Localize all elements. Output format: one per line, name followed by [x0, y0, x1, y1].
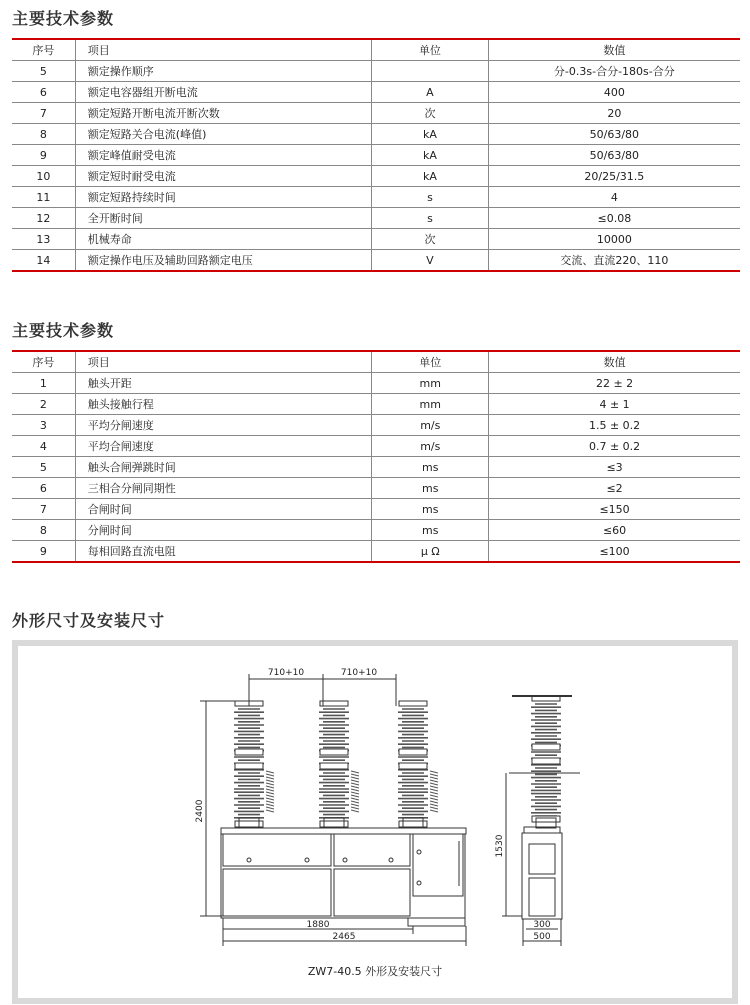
table-row [12, 61, 740, 82]
row-item: 合闸时间 [75, 499, 372, 520]
row-value: 400 [488, 82, 740, 103]
row-item: 三相合分闸同期性 [75, 478, 372, 499]
row-item: 额定短路关合电流(峰值) [75, 124, 371, 145]
row-unit: kA [372, 166, 489, 187]
row-index: 7 [12, 103, 75, 124]
row-value: 20 [488, 103, 740, 124]
dim-spacing-1: 710+10 [267, 668, 305, 678]
table-row [12, 541, 740, 563]
row-unit [372, 61, 489, 82]
dim-side-height: 1530 [495, 834, 505, 858]
row-value: ≤100 [489, 541, 740, 563]
drawing-caption: ZW7-40.5 外形及安装尺寸 [307, 965, 443, 978]
row-value: ≤0.08 [488, 208, 740, 229]
row-index: 7 [12, 499, 75, 520]
header-index: 序号 [12, 39, 75, 61]
header-value: 数值 [489, 351, 740, 373]
table-row [12, 208, 740, 229]
table-header-row [12, 351, 740, 373]
dim-width-2465: 2465 [332, 932, 356, 942]
spacing-dimension [249, 674, 396, 706]
header-unit: 单位 [372, 39, 489, 61]
table-row [12, 415, 740, 436]
header-value: 数值 [488, 39, 740, 61]
table-row [12, 373, 740, 394]
row-item: 额定短路持续时间 [75, 187, 371, 208]
header-item: 项目 [75, 39, 371, 61]
insulator-pole [234, 701, 274, 828]
insulator-pole [531, 696, 561, 828]
row-value: ≤60 [489, 520, 740, 541]
row-index: 13 [12, 229, 75, 250]
row-item: 额定操作顺序 [75, 61, 371, 82]
row-item: 额定操作电压及辅助回路额定电压 [75, 250, 371, 272]
cabinet-body [221, 828, 466, 926]
row-item: 额定短时耐受电流 [75, 166, 371, 187]
insulator-pole [398, 701, 438, 828]
dimension-drawing-panel [12, 640, 738, 1004]
dim-side-300: 300 [533, 920, 551, 930]
row-unit: ms [372, 520, 489, 541]
row-unit: m/s [372, 415, 489, 436]
dim-side-500: 500 [533, 932, 551, 942]
row-item: 分闸时间 [75, 520, 372, 541]
row-item: 机械寿命 [75, 229, 371, 250]
header-index: 序号 [12, 351, 75, 373]
row-index: 12 [12, 208, 75, 229]
row-unit: s [372, 208, 489, 229]
row-value: 0.7 ± 0.2 [489, 436, 740, 457]
row-item: 全开断时间 [75, 208, 371, 229]
row-value: ≤150 [489, 499, 740, 520]
table-row [12, 166, 740, 187]
spec-table-2 [12, 350, 740, 563]
dim-spacing-2: 710+10 [340, 668, 378, 678]
row-value: 1.5 ± 0.2 [489, 415, 740, 436]
row-value: 50/63/80 [488, 124, 740, 145]
table-row [12, 103, 740, 124]
row-value: 22 ± 2 [489, 373, 740, 394]
header-item: 项目 [75, 351, 372, 373]
row-index: 10 [12, 166, 75, 187]
table-row [12, 229, 740, 250]
row-index: 9 [12, 145, 75, 166]
row-value: 20/25/31.5 [488, 166, 740, 187]
table-header-row [12, 39, 740, 61]
row-unit: ms [372, 499, 489, 520]
row-index: 5 [12, 61, 75, 82]
row-index: 11 [12, 187, 75, 208]
row-item: 额定电容器组开断电流 [75, 82, 371, 103]
section1-title: 主要技术参数 [12, 9, 115, 28]
row-unit: V [372, 250, 489, 272]
row-index: 9 [12, 541, 75, 563]
row-item: 额定短路开断电流开断次数 [75, 103, 371, 124]
row-unit: mm [372, 373, 489, 394]
row-index: 5 [12, 457, 75, 478]
row-value: 10000 [488, 229, 740, 250]
row-index: 3 [12, 415, 75, 436]
row-index: 8 [12, 124, 75, 145]
header-unit: 单位 [372, 351, 489, 373]
section3-title: 外形尺寸及安装尺寸 [12, 611, 166, 630]
row-value: ≤3 [489, 457, 740, 478]
row-unit: 次 [372, 103, 489, 124]
spec-table-1 [12, 38, 740, 272]
row-index: 6 [12, 82, 75, 103]
dim-height-total: 2400 [195, 799, 205, 823]
breaker-dimension-drawing [18, 646, 732, 998]
row-unit: kA [372, 124, 489, 145]
row-unit: A [372, 82, 489, 103]
row-value: 4 ± 1 [489, 394, 740, 415]
row-item: 每相回路直流电阻 [75, 541, 372, 563]
row-unit: ms [372, 457, 489, 478]
table-row [12, 187, 740, 208]
section2-title: 主要技术参数 [12, 321, 115, 340]
row-unit: 次 [372, 229, 489, 250]
table-row [12, 82, 740, 103]
table-row [12, 499, 740, 520]
row-item: 平均分闸速度 [75, 415, 372, 436]
row-item: 平均合闸速度 [75, 436, 372, 457]
row-index: 4 [12, 436, 75, 457]
row-unit: ms [372, 478, 489, 499]
row-unit: s [372, 187, 489, 208]
table-row [12, 520, 740, 541]
row-value: 交流、直流220、110 [488, 250, 740, 272]
table-row [12, 436, 740, 457]
row-value: 4 [488, 187, 740, 208]
table-row [12, 478, 740, 499]
row-value: 分-0.3s-合分-180s-合分 [488, 61, 740, 82]
row-unit: μ Ω [372, 541, 489, 563]
dim-width-1880: 1880 [306, 920, 330, 930]
table-row [12, 250, 740, 272]
table-row [12, 145, 740, 166]
row-item: 额定峰值耐受电流 [75, 145, 371, 166]
row-index: 2 [12, 394, 75, 415]
row-value: 50/63/80 [488, 145, 740, 166]
row-index: 1 [12, 373, 75, 394]
row-index: 8 [12, 520, 75, 541]
row-item: 触头接触行程 [75, 394, 372, 415]
row-unit: kA [372, 145, 489, 166]
table-row [12, 457, 740, 478]
row-item: 触头合闸弹跳时间 [75, 457, 372, 478]
row-item: 触头开距 [75, 373, 372, 394]
row-value: ≤2 [489, 478, 740, 499]
table-row [12, 124, 740, 145]
row-unit: mm [372, 394, 489, 415]
row-index: 6 [12, 478, 75, 499]
table-row [12, 394, 740, 415]
row-unit: m/s [372, 436, 489, 457]
insulator-pole [319, 701, 359, 828]
row-index: 14 [12, 250, 75, 272]
